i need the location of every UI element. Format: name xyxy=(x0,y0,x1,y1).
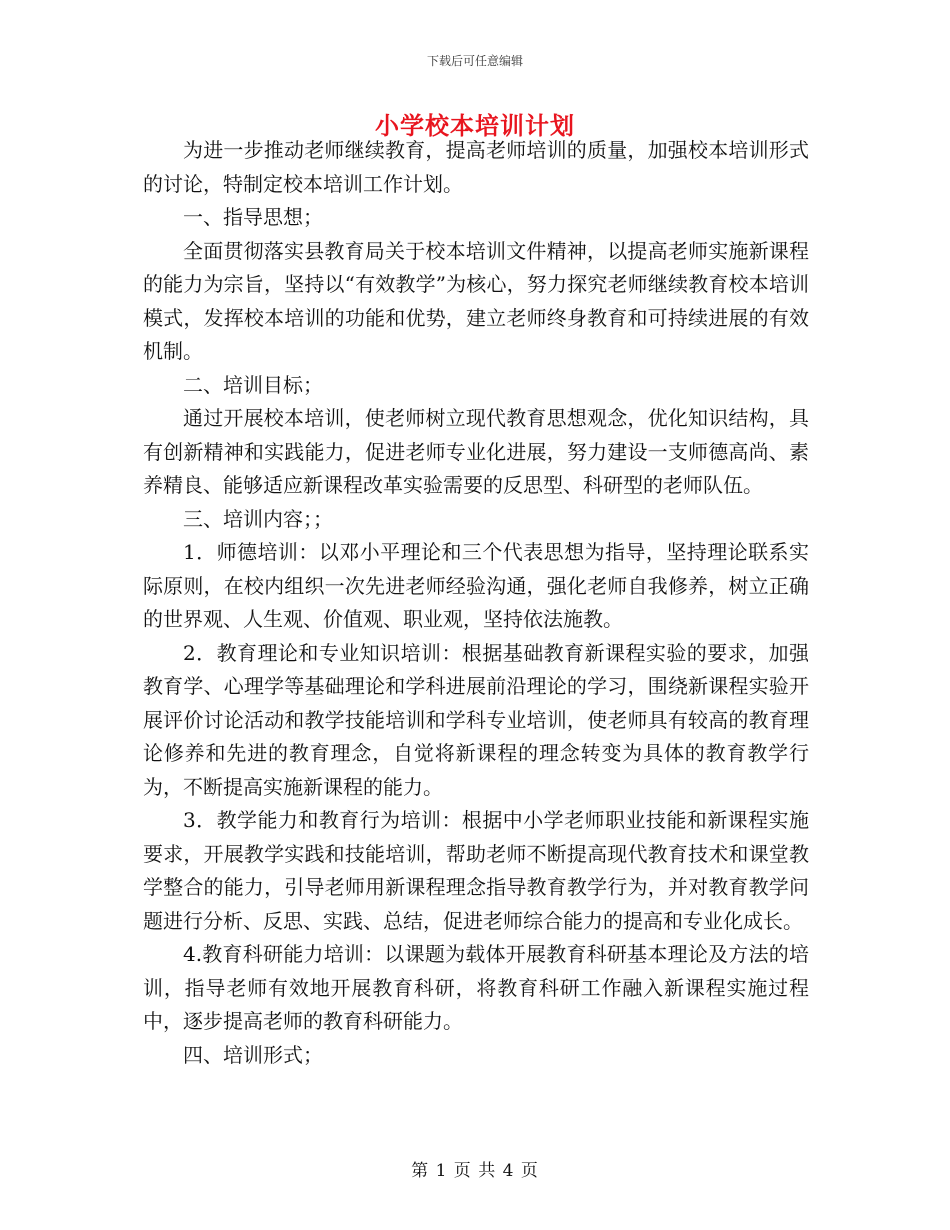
document-body xyxy=(143,134,809,1072)
heading-training-content: 三、培训内容；； xyxy=(183,506,333,531)
heading-training-goals: 二、培训目标； xyxy=(183,372,323,397)
heading-training-form: 四、培训形式； xyxy=(183,1042,323,1067)
paragraph-training-goals: 通过开展校本培训，使老师树立现代教育思想观念，优化知识结构，具有创新精神和实践能力，促进老师专业化进展，努力建设一支师德高尚、素养精良、能够适应新课程改革实验需要的反思型、科研型的老师队伍。 xyxy=(143,406,809,497)
paragraph-guiding-ideology: 全面贯彻落实县教育局关于校本培训文件精神，以提高老师实施新课程的能力为宗旨，坚持以“有效教学”为核心，努力探究老师继续教育校本培训模式，发挥校本培训的功能和优势，建立老师终身教育和可持续进展的有效机制。 xyxy=(143,238,809,363)
paragraph-content-3: 3．教学能力和教育行为培训：根据中小学老师职业技能和新课程实施要求，开展教学实践和技能培训，帮助老师不断提高现代教育技术和课堂教学整合的能力，引导老师用新课程理念指导教育教学行为，并对教育教学问题进行分析、反思、实践、总结，促进老师综合能力的提高和专业化成长。 xyxy=(143,808,809,933)
page-footer: 第 1 页 共 4 页 xyxy=(411,1161,539,1181)
paragraph-content-1: 1．师德培训：以邓小平理论和三个代表思想为指导，坚持理论联系实际原则，在校内组织一次先进老师经验沟通，强化老师自我修养，树立正确的世界观、人生观、价值观、职业观，坚持依法施教。 xyxy=(143,540,809,631)
document-title: 小学校本培训计划 xyxy=(375,111,575,140)
heading-guiding-ideology: 一、指导思想； xyxy=(183,205,323,229)
paragraph-intro: 为进一步推动老师继续教育，提高老师培训的质量，加强校本培训形式的讨论，特制定校本培训工作计划。 xyxy=(143,138,809,196)
header-note: 下载后可任意编辑 xyxy=(426,54,523,68)
paragraph-content-2: 2．教育理论和专业知识培训：根据基础教育新课程实验的要求，加强教育学、心理学等基础理论和学科进展前沿理论的学习，围绕新课程实验开展评价讨论活动和教学技能培训和学科专业培训，使老师具有较高的教育理论修养和先进的教育理念，自觉将新课程的理念转变为具体的教育教学行为，不断提高实施新课程的能力。 xyxy=(143,640,809,799)
paragraph-content-4: 4.教育科研能力培训：以课题为载体开展教育科研基本理论及方法的培训，指导老师有效地开展教育科研，将教育科研工作融入新课程实施过程中，逐步提高老师的教育科研能力。 xyxy=(143,942,809,1033)
